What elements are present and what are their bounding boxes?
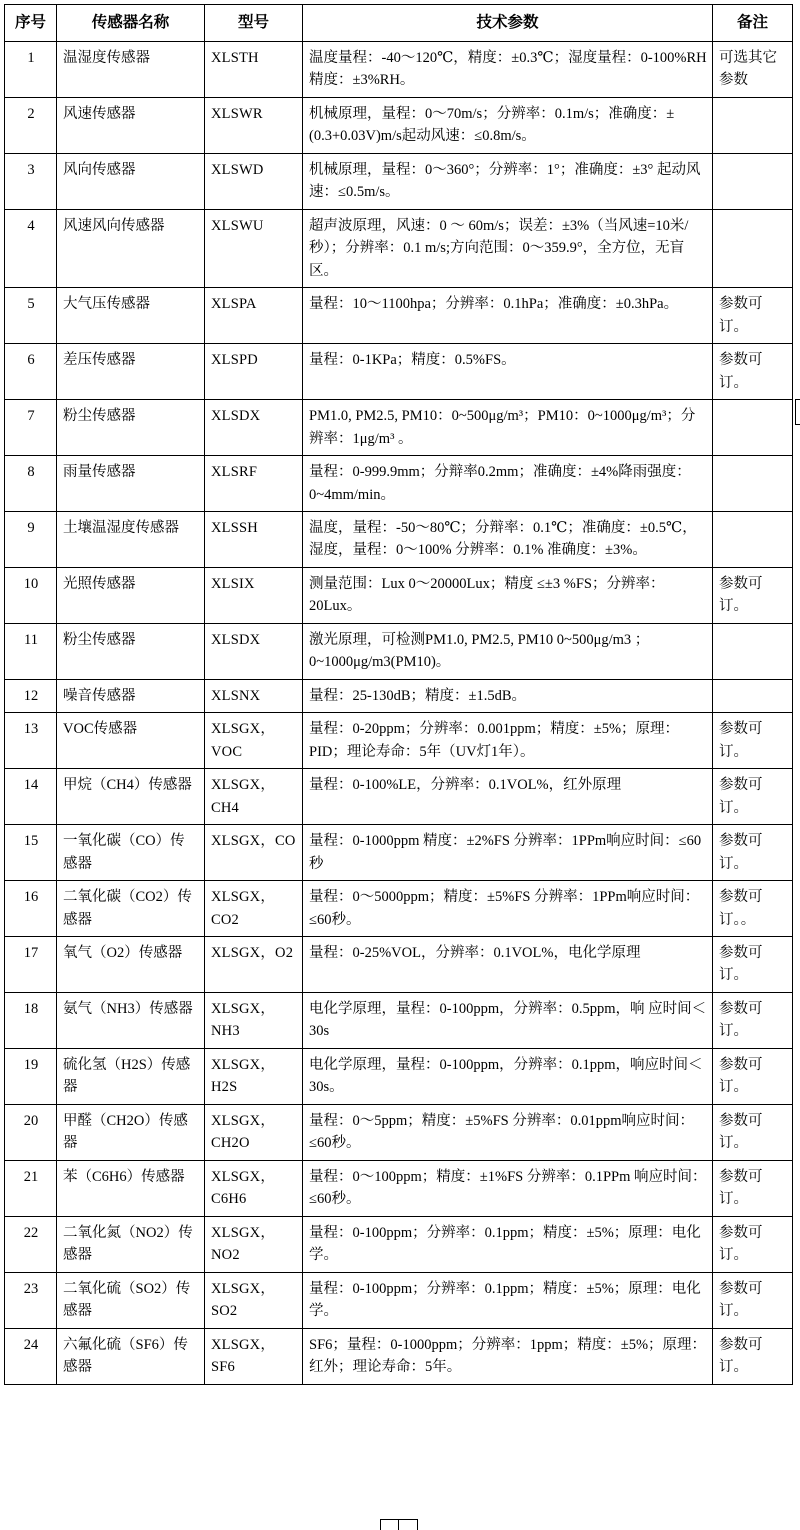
cell-specs: 量程：0-20ppm；分辨率：0.001ppm；精度：±5%；原理：PID；理论寿命：5年（UV灯1年）。 [303, 713, 713, 769]
cell-model: XLSGX，CH2O [205, 1104, 303, 1160]
cell-sensor-name: 氨气（NH3）传感器 [57, 992, 205, 1048]
column-header-model: 型号 [205, 5, 303, 42]
cell-model: XLSGX，VOC [205, 713, 303, 769]
cell-model: XLSPD [205, 344, 303, 400]
cell-index: 4 [5, 209, 57, 287]
cell-model: XLSNX [205, 679, 303, 712]
table-body [5, 42, 793, 1385]
cell-index: 10 [5, 567, 57, 623]
table-row [5, 623, 793, 679]
cell-index: 17 [5, 937, 57, 993]
cell-remarks: 可选其它参数 [713, 42, 793, 98]
cell-remarks: 参数可订。 [713, 1104, 793, 1160]
cell-index: 6 [5, 344, 57, 400]
cell-model: XLSDX [205, 623, 303, 679]
cell-model: XLSGX，CO [205, 825, 303, 881]
cell-remarks: 参数可订。。 [713, 881, 793, 937]
cell-specs: 量程：0-100ppm；分辨率：0.1ppm；精度：±5%；原理：电化学。 [303, 1216, 713, 1272]
cell-sensor-name: 氧气（O2）传感器 [57, 937, 205, 993]
cell-index: 20 [5, 1104, 57, 1160]
column-header-sensor-name: 传感器名称 [57, 5, 205, 42]
cell-remarks [713, 623, 793, 679]
cell-specs: 电化学原理，量程：0-100ppm，分辨率：0.5ppm，响 应时间＜30s [303, 992, 713, 1048]
cell-specs: 量程：10～1100hpa；分辨率：0.1hPa；准确度：±0.3hPa。 [303, 288, 713, 344]
column-header-specs: 技术参数 [303, 5, 713, 42]
cell-sensor-name: 一氧化碳（CO）传感器 [57, 825, 205, 881]
cell-specs: 电化学原理，量程：0-100ppm，分辨率：0.1ppm，响应时间＜30s。 [303, 1048, 713, 1104]
cell-sensor-name: 土壤温湿度传感器 [57, 511, 205, 567]
table-header-row [5, 5, 793, 42]
cell-index: 8 [5, 456, 57, 512]
cell-index: 18 [5, 992, 57, 1048]
table-row [5, 1160, 793, 1216]
cell-sensor-name: 硫化氢（H2S）传感器 [57, 1048, 205, 1104]
cell-sensor-name: 光照传感器 [57, 567, 205, 623]
cell-model: XLSRF [205, 456, 303, 512]
cell-sensor-name: 雨量传感器 [57, 456, 205, 512]
cell-index: 9 [5, 511, 57, 567]
cell-sensor-name: 粉尘传感器 [57, 400, 205, 456]
cell-model: XLSGX，H2S [205, 1048, 303, 1104]
cell-specs: 超声波原理，风速：0 ～ 60m/s；误差：±3%（当风速=10米/秒）；分辨率：0.1 m/s;方向范围：0～359.9°，全方位，无盲区。 [303, 209, 713, 287]
cell-model: XLSGX，O2 [205, 937, 303, 993]
table-row [5, 1104, 793, 1160]
cell-index: 22 [5, 1216, 57, 1272]
cell-sensor-name: VOC传感器 [57, 713, 205, 769]
table-row [5, 825, 793, 881]
cell-index: 13 [5, 713, 57, 769]
table-row [5, 42, 793, 98]
cell-remarks: 参数可订。 [713, 1272, 793, 1328]
cell-model: XLSTH [205, 42, 303, 98]
sensor-specification-table [4, 4, 793, 1385]
cell-index: 15 [5, 825, 57, 881]
cell-remarks: 参数可订。 [713, 825, 793, 881]
cell-index: 21 [5, 1160, 57, 1216]
cell-specs: 温度，量程：-50～80℃；分辩率：0.1℃；准确度：±0.5℃，湿度，量程：0～100% 分辨率：0.1% 准确度：±3%。 [303, 511, 713, 567]
table-row [5, 769, 793, 825]
cell-sensor-name: 粉尘传感器 [57, 623, 205, 679]
cell-remarks [713, 511, 793, 567]
cell-model: XLSGX，NO2 [205, 1216, 303, 1272]
table-row [5, 1216, 793, 1272]
page-edge-marker-right [795, 399, 800, 425]
cell-remarks: 参数可订。 [713, 769, 793, 825]
table-row [5, 511, 793, 567]
cell-model: XLSDX [205, 400, 303, 456]
table-row [5, 1328, 793, 1384]
cell-model: XLSGX，SO2 [205, 1272, 303, 1328]
cell-remarks: 参数可订。 [713, 567, 793, 623]
cell-index: 14 [5, 769, 57, 825]
cell-remarks: 参数可订。 [713, 713, 793, 769]
cell-specs: 量程：0～100ppm；精度：±1%FS 分辨率：0.1PPm 响应时间：≤60秒。 [303, 1160, 713, 1216]
cell-index: 7 [5, 400, 57, 456]
cell-model: XLSGX，C6H6 [205, 1160, 303, 1216]
table-row [5, 679, 793, 712]
cell-remarks [713, 209, 793, 287]
table-row [5, 713, 793, 769]
cell-sensor-name: 大气压传感器 [57, 288, 205, 344]
cell-remarks [713, 97, 793, 153]
cell-model: XLSPA [205, 288, 303, 344]
cell-remarks [713, 153, 793, 209]
cell-sensor-name: 噪音传感器 [57, 679, 205, 712]
cell-specs: 测量范围：Lux 0～20000Lux；精度 ≤±3 %FS；分辨率： 20Lux。 [303, 567, 713, 623]
cell-index: 24 [5, 1328, 57, 1384]
cell-specs: 量程：0-25%VOL，分辨率：0.1VOL%，电化学原理 [303, 937, 713, 993]
cell-remarks: 参数可订。 [713, 1048, 793, 1104]
cell-sensor-name: 二氧化碳（CO2）传感器 [57, 881, 205, 937]
cell-specs: 机械原理，量程：0～360°；分辨率：1°；准确度：±3° 起动风速：≤0.5m/s。 [303, 153, 713, 209]
cell-model: XLSSH [205, 511, 303, 567]
cell-index: 1 [5, 42, 57, 98]
page-edge-marker-bottom [380, 1519, 418, 1530]
cell-sensor-name: 二氧化硫（SO2）传感器 [57, 1272, 205, 1328]
column-header-remarks: 备注 [713, 5, 793, 42]
table-row [5, 992, 793, 1048]
cell-specs: 量程：0～5000ppm；精度：±5%FS 分辨率：1PPm响应时间：≤60秒。 [303, 881, 713, 937]
cell-specs: 量程：0-100%LE，分辨率：0.1VOL%，红外原理 [303, 769, 713, 825]
table-row [5, 1272, 793, 1328]
cell-remarks [713, 679, 793, 712]
cell-index: 11 [5, 623, 57, 679]
document-page [0, 4, 800, 1530]
cell-remarks: 参数可订。 [713, 1160, 793, 1216]
table-row [5, 1048, 793, 1104]
table-row [5, 209, 793, 287]
cell-remarks: 参数可订。 [713, 344, 793, 400]
cell-index: 12 [5, 679, 57, 712]
cell-sensor-name: 六氟化硫（SF6）传感器 [57, 1328, 205, 1384]
cell-remarks: 参数可订。 [713, 288, 793, 344]
cell-specs: 量程：25-130dB；精度：±1.5dB。 [303, 679, 713, 712]
table-row [5, 881, 793, 937]
cell-sensor-name: 苯（C6H6）传感器 [57, 1160, 205, 1216]
cell-sensor-name: 温湿度传感器 [57, 42, 205, 98]
cell-specs: PM1.0, PM2.5, PM10：0~500μg/m³；PM10：0~1000μg/m³；分辨率：1μg/m³ 。 [303, 400, 713, 456]
cell-index: 16 [5, 881, 57, 937]
cell-model: XLSGX，CH4 [205, 769, 303, 825]
cell-sensor-name: 风速风向传感器 [57, 209, 205, 287]
cell-index: 5 [5, 288, 57, 344]
table-row [5, 400, 793, 456]
cell-sensor-name: 甲醛（CH2O）传感器 [57, 1104, 205, 1160]
table-row [5, 344, 793, 400]
cell-specs: 量程：0-100ppm；分辨率：0.1ppm；精度：±5%；原理：电化学。 [303, 1272, 713, 1328]
cell-sensor-name: 差压传感器 [57, 344, 205, 400]
cell-specs: 量程：0-999.9mm；分辩率0.2mm；准确度：±4%降雨强度：0~4mm/min。 [303, 456, 713, 512]
cell-specs: SF6；量程：0-1000ppm；分辨率：1ppm；精度：±5%；原理：红外；理论寿命：5年。 [303, 1328, 713, 1384]
cell-index: 23 [5, 1272, 57, 1328]
cell-model: XLSWD [205, 153, 303, 209]
table-row [5, 97, 793, 153]
cell-specs: 量程：0-1KPa；精度：0.5%FS。 [303, 344, 713, 400]
cell-model: XLSWR [205, 97, 303, 153]
table-row [5, 153, 793, 209]
cell-index: 19 [5, 1048, 57, 1104]
table-row [5, 288, 793, 344]
cell-specs: 机械原理，量程：0～70m/s；分辨率：0.1m/s；准确度：±(0.3+0.03V)m/s起动风速：≤0.8m/s。 [303, 97, 713, 153]
table-row [5, 937, 793, 993]
cell-sensor-name: 二氧化氮（NO2）传感器 [57, 1216, 205, 1272]
cell-remarks: 参数可订。 [713, 937, 793, 993]
cell-index: 3 [5, 153, 57, 209]
cell-sensor-name: 风速传感器 [57, 97, 205, 153]
cell-model: XLSGX，SF6 [205, 1328, 303, 1384]
cell-index: 2 [5, 97, 57, 153]
cell-remarks: 参数可订。 [713, 992, 793, 1048]
cell-sensor-name: 风向传感器 [57, 153, 205, 209]
cell-model: XLSWU [205, 209, 303, 287]
cell-model: XLSGX，CO2 [205, 881, 303, 937]
cell-specs: 量程：0～5ppm；精度：±5%FS 分辨率：0.01ppm响应时间：≤60秒。 [303, 1104, 713, 1160]
cell-remarks [713, 400, 793, 456]
cell-specs: 温度量程：-40～120℃，精度：±0.3℃；湿度量程：0-100%RH精度：±3%RH。 [303, 42, 713, 98]
column-header-index: 序号 [5, 5, 57, 42]
table-row [5, 567, 793, 623]
cell-remarks [713, 456, 793, 512]
cell-remarks: 参数可订。 [713, 1328, 793, 1384]
cell-model: XLSGX，NH3 [205, 992, 303, 1048]
cell-specs: 量程：0-1000ppm 精度：±2%FS 分辨率：1PPm响应时间：≤60秒 [303, 825, 713, 881]
cell-specs: 激光原理，可检测PM1.0, PM2.5, PM10 0~500μg/m3 ；0~1000μg/m3(PM10)。 [303, 623, 713, 679]
cell-model: XLSIX [205, 567, 303, 623]
cell-remarks: 参数可订。 [713, 1216, 793, 1272]
cell-sensor-name: 甲烷（CH4）传感器 [57, 769, 205, 825]
table-row [5, 456, 793, 512]
